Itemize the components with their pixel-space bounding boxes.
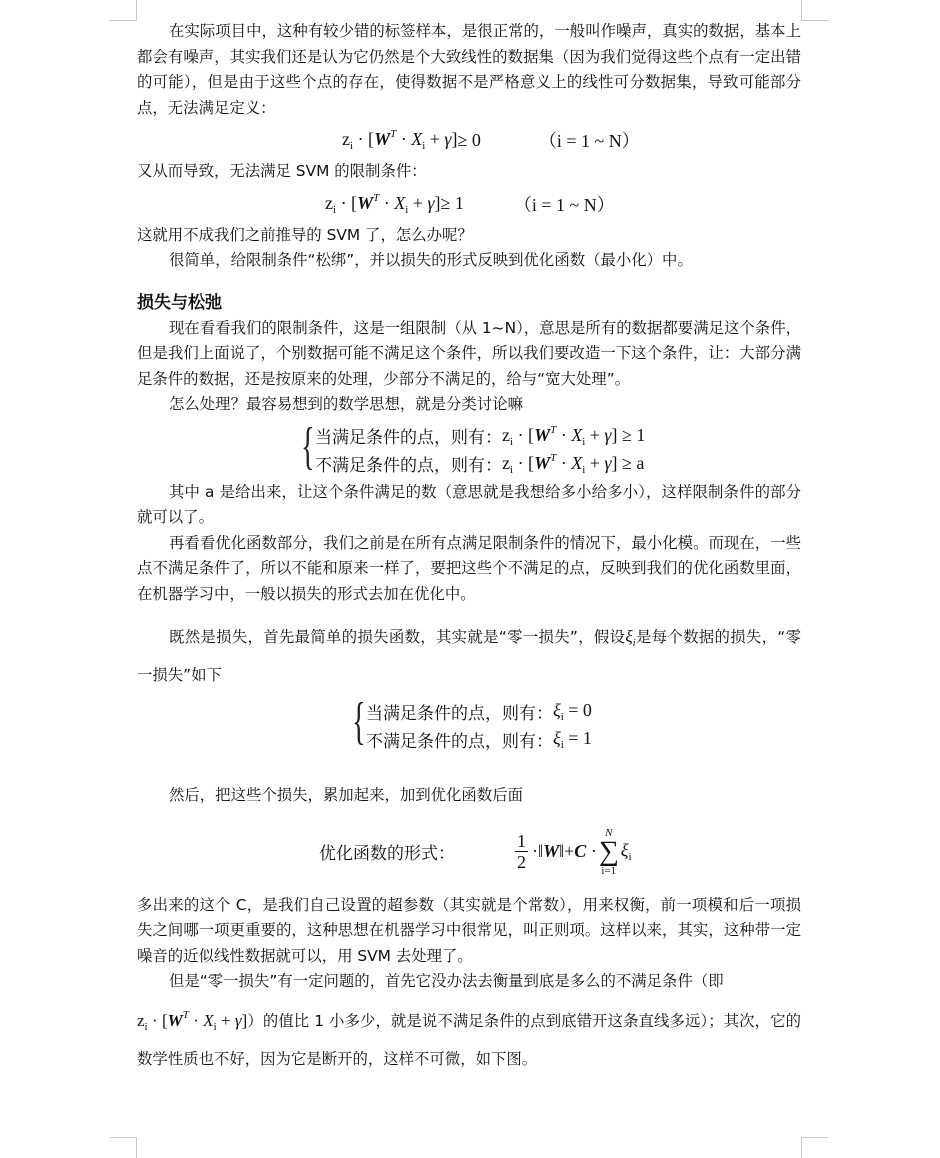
brace-icon: { (301, 417, 315, 475)
paragraph-problem: 但是“零一损失”有一定问题的，首先它没办法去衡量到底是多么的不满足条件（即 (169, 972, 724, 990)
case-row-unsatisfied: 不满足条件的点，则有： $\xi_i = 1$ (366, 727, 592, 752)
brace-icon: { (352, 693, 366, 750)
paragraph-svm-constraint: 又从而导致，无法满足 SVM 的限制条件： (137, 162, 427, 180)
paragraph-zero-one-loss: 既然是损失，首先最简单的损失函数，其实就是“零一损失”，假设$\xi_i$是每个数据的损失，“零一损失”如下 (137, 627, 801, 684)
paragraph-accumulate: 然后，把这些个损失，累加起来，加到优化函数后面 (169, 786, 523, 804)
document-body (137, 19, 801, 1075)
section-heading: 损失与松弛 (137, 292, 222, 313)
fraction-half: $\frac{1}{2}$ (517, 831, 526, 872)
corner-mark-top-right (801, 0, 828, 21)
paragraph-question: 这就用不成我们之前推导的 SVM 了，怎么办呢？ (137, 225, 473, 244)
paragraph-cases-intro: 怎么处理？最容易想到的数学思想，就是分类讨论嘛 (169, 395, 523, 413)
equation-range: （i = 1 ~ N） (513, 194, 615, 215)
cases-loss (137, 693, 801, 753)
case-row-satisfied: 当满足条件的点，则有： $z_i \cdot [W^T \cdot X_i + \gamma] \ge 1$ (315, 423, 646, 448)
paragraph-noise: 在实际项目中，这种有较少错的标签样本，是很正常的，一般叫作噪声，真实的数据，基本上都会有噪声，其实我们还是认为它仍然是个大致线性的数据集（因为我们觉得这些个点有一定出错的可能），但是由于这些个点的存在，使得数据不是严格意义上的线性可分数据集，导致可能部分点，无法满足定义： (137, 22, 801, 117)
corner-mark-bottom-left (110, 1137, 137, 1158)
case-row-satisfied: 当满足条件的点，则有： $\xi_i = 0$ (366, 699, 592, 724)
equation-margin-zero: $z_i \cdot [W^T \cdot X_i + \gamma]$ ≥ 0 （i = 1 ~ N） (342, 128, 640, 152)
case-row-unsatisfied: 不满足条件的点，则有： $z_i \cdot [W^T \cdot X_i + \gamma] \ge a$ (315, 451, 645, 476)
paragraph-nondifferentiable: $z_i \cdot [W^T \cdot X_i + \gamma]$）的值比 1 小多少，就是说不满足条件的点到底错开这条直线多远）；其次，它的数学性质也不好，因为它是断开的，这样不可微，如下图。 (137, 1008, 801, 1068)
paragraph-optimization: 再看看优化函数部分，我们之前是在所有点满足限制条件的情况下，最小化模。而现在，一些点不满足条件了，所以不能和原来一样了，要把这些个不满足的点，反映到我们的优化函数里面，在机器学习中，一般以损失的形式去加在优化中。 (137, 533, 801, 603)
paragraph-relax: 很简单，给限制条件“松绑”，并以损失的形式反映到优化函数（最小化）中。 (169, 251, 693, 269)
paragraph-hyperparameter: 多出来的这个 C，是我们自己设置的超参数（其实就是个常数），用来权衡，前一项模和后一项损失之间哪一项更重要的，这种思想在机器学习中很常见，叫正则项。这样以来，其实，这种带一定噪音的近似线性数据就可以，用 SVM 去处理了。 (137, 895, 801, 965)
equation-range: （i = 1 ~ N） (538, 131, 640, 151)
equation-margin-one: $z_i \cdot [W^T \cdot X_i + \gamma]$ ≥ 1 （i = 1 ~ N） (325, 191, 615, 216)
equation-relation: ≥ 1 (440, 193, 464, 213)
corner-mark-top-left (110, 0, 137, 21)
formula-label: 优化函数的形式： (319, 844, 455, 864)
optimization-formula: 优化函数的形式： $\frac{1}{2}$ ·‖W‖+C · N ∑ i=1 $\xi_i$ (319, 826, 632, 877)
paragraph-constraints: 现在看看我们的限制条件，这是一组限制（从 1~N），意思是所有的数据都要满足这个条件，但是我们上面说了，个别数据可能不满足这个条件，所以我们要改造一下这个条件，让：大部分满足条件的数据，还是按原来的处理，少部分不满足的，给与“宽大处理”。 (137, 318, 801, 388)
summation-icon: N ∑ i=1 (598, 826, 619, 877)
corner-mark-bottom-right (801, 1137, 828, 1158)
paragraph-parameter-a: 其中 a 是给出来，让这个条件满足的数（意思就是我想给多小给多小），这样限制条件的部分就可以了。 (137, 482, 801, 526)
cases-constraint (137, 417, 801, 478)
equation-relation: ≥ 0 (457, 129, 481, 150)
xi-symbol: $\xi_i$ (625, 627, 636, 649)
